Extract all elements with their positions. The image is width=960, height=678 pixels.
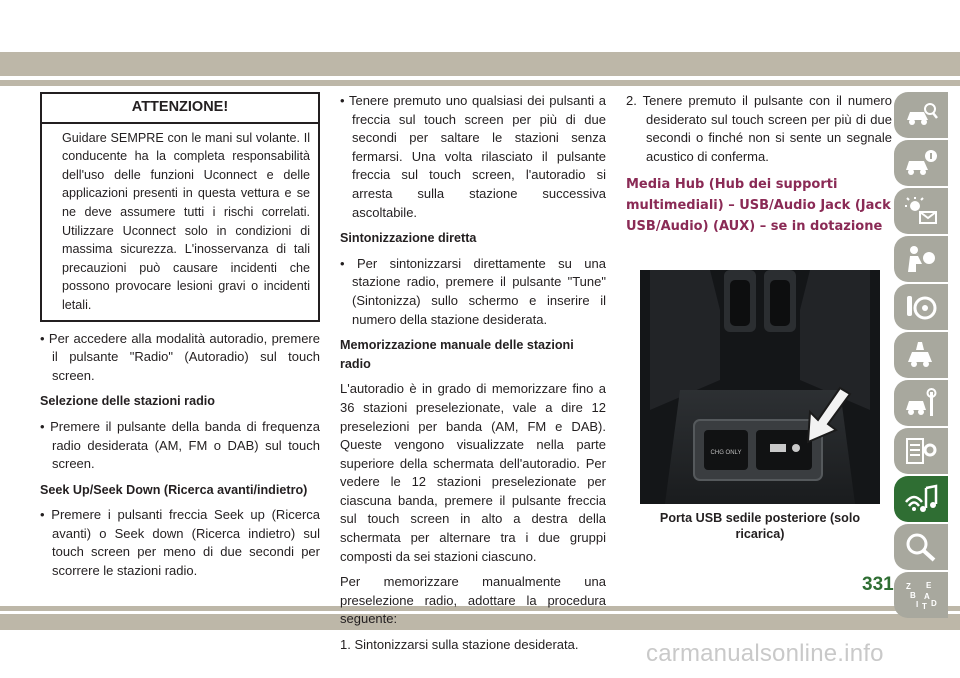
tab-multimedia[interactable] bbox=[894, 476, 948, 522]
chapter-tabs bbox=[894, 92, 954, 620]
page-number: 331 bbox=[862, 574, 894, 595]
usb-port-illustration bbox=[640, 270, 880, 504]
warning-text: Guidare SEMPRE con le mani sul volante. Il conducente ha la completa responsabilità dell'uso delle funzioni Uconnect e delle applicazioni presenti in questa vettura e se ne deve assumere tutti i rischi correlati. Utilizzare Uconnect solo in condizioni di massima sicurezza. L'inosservanza di tali precauzioni può causare incidenti che possono provocare lesioni gravi o incidenti letali. bbox=[62, 130, 310, 312]
svg-text:Z: Z bbox=[906, 582, 911, 591]
car-wrench-icon bbox=[904, 388, 938, 418]
preset-step-1: 1. Sintonizzarsi sulla stazione desiderata. bbox=[340, 637, 579, 653]
tab-car-info[interactable] bbox=[894, 140, 948, 186]
svg-text:B: B bbox=[910, 591, 916, 600]
tab-index[interactable] bbox=[894, 572, 948, 618]
tab-service[interactable] bbox=[894, 380, 948, 426]
preset-step-2: 2. Tenere premuto il pulsante con il numero desiderato sul touch screen per più di due secondi o finché non si sente un segnale acustico di conferma. bbox=[626, 93, 892, 164]
svg-text:T: T bbox=[922, 602, 927, 610]
tab-technical[interactable] bbox=[894, 428, 948, 474]
car-road-icon bbox=[904, 340, 938, 370]
airbag-child-seat-icon bbox=[904, 244, 938, 274]
tab-car-search[interactable] bbox=[894, 92, 948, 138]
photo-caption: Porta USB sedile posteriore (solo ricarica) bbox=[659, 511, 861, 541]
magnifier-icon bbox=[904, 532, 938, 562]
preset-paragraph: L'autoradio è in grado di memorizzare fino a 36 stazioni preselezionate, vale a dire 12 preselezioni per banda (AM, FM e DAB). Queste vengono visualizzate nella parte superiore della schermata dell'autoradio. Per vedere le 12 stazioni preselezionate per ciascuna banda, premere il pulsante freccia sul touch screen in alto a destra della schermata per alternare tra i due gruppi composti da sei stazioni ciascuno. bbox=[340, 381, 606, 564]
port-label: CHG ONLY bbox=[710, 450, 742, 456]
direct-tune-bullet: • Per sintonizzarsi direttamente su una stazione radio, premere il pulsante "Tune" (Sintonizza) sullo schermo e inserire il numero della stazione desiderata. bbox=[340, 255, 606, 327]
tab-emergency[interactable] bbox=[894, 332, 948, 378]
header-band bbox=[0, 52, 960, 76]
seek-hold-bullet: • Tenere premuto uno qualsiasi dei pulsanti a freccia sul touch screen per più di due secondi per saltare le stazioni senza fermarsi. Una volta rilasciato il pulsante freccia sul touch screen, l'autoradio si arresta sulla stazione successiva ascoltabile. bbox=[340, 93, 606, 220]
warning-box bbox=[40, 92, 320, 322]
tab-warning-messages[interactable] bbox=[894, 188, 948, 234]
seek-bullet: • Premere i pulsanti freccia Seek up (Ricerca avanti) o Seek down (Ricerca indietro) sul touch screen per meno di due secondi per scorrere le stazioni radio. bbox=[40, 507, 320, 579]
seek-heading: Seek Up/Seek Down (Ricerca avanti/indietro) bbox=[40, 482, 308, 497]
warning-light-message-icon bbox=[904, 196, 938, 226]
car-info-icon bbox=[904, 148, 938, 178]
tab-starting-driving[interactable] bbox=[894, 284, 948, 330]
svg-text:E: E bbox=[926, 581, 932, 590]
usb-port-photo bbox=[640, 270, 880, 504]
manual-preset-heading: Memorizzazione manuale delle stazioni radio bbox=[340, 338, 574, 371]
radio-mode-bullet: • Per accedere alla modalità autoradio, premere il pulsante "Radio" (Autoradio) sul touch screen. bbox=[40, 330, 320, 383]
column-left bbox=[40, 92, 320, 588]
band-select-bullet: • Premere il pulsante della banda di frequenza radio desiderata (AM, FM o DAB) sul touch screen. bbox=[40, 418, 320, 472]
car-search-icon bbox=[904, 100, 938, 130]
tab-safety[interactable] bbox=[894, 236, 948, 282]
preset-procedure-paragraph: Per memorizzare manualmente una preselezione radio, adottare la procedura seguente: bbox=[340, 574, 606, 627]
checklist-gear-icon bbox=[904, 436, 938, 466]
svg-text:I: I bbox=[916, 600, 919, 609]
warning-title: ATTENZIONE! bbox=[42, 94, 318, 124]
svg-text:D: D bbox=[931, 599, 937, 608]
header-rule bbox=[0, 80, 960, 86]
media-hub-heading: Media Hub (Hub dei supporti multimediali) – USB/Audio Jack (Jack USB/Audio) (AUX) – se in dotazione bbox=[626, 177, 891, 235]
multimedia-note-icon bbox=[904, 484, 938, 514]
alphabet-index-icon bbox=[904, 580, 938, 610]
watermark: carmanualsonline.info bbox=[646, 640, 884, 667]
steering-wheel-start-icon bbox=[904, 292, 938, 322]
direct-tune-heading: Sintonizzazione diretta bbox=[340, 231, 477, 246]
column-middle bbox=[340, 92, 606, 662]
tab-search[interactable] bbox=[894, 524, 948, 570]
svg-text:A: A bbox=[924, 592, 930, 601]
station-select-heading: Selezione delle stazioni radio bbox=[40, 394, 215, 409]
column-right bbox=[626, 92, 892, 249]
